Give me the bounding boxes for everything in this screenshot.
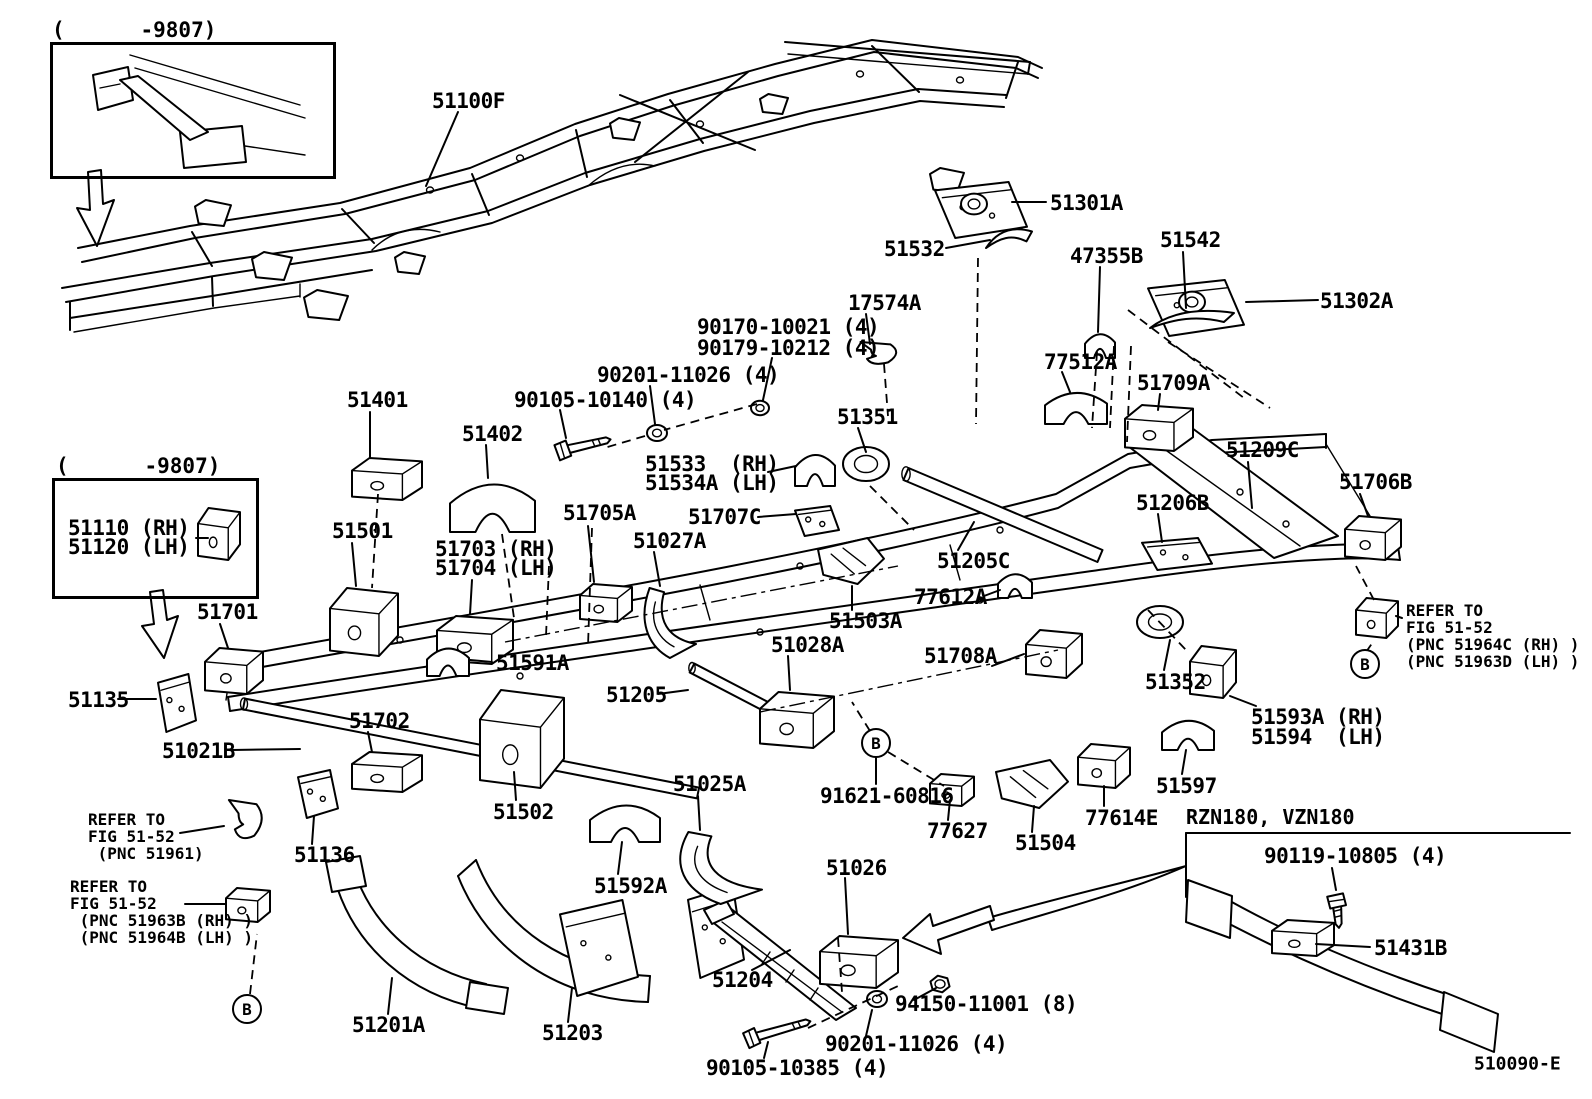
part-label-51110: 51110 (RH) bbox=[68, 516, 190, 540]
model-note: RZN180, VZN180 bbox=[1186, 805, 1355, 829]
part-label-51201A: 51201A bbox=[352, 1013, 425, 1037]
callout-circle-B bbox=[1350, 649, 1380, 679]
part-label-51532: 51532 bbox=[884, 237, 945, 261]
part-label-90105-10385: 90105-10385 (4) bbox=[706, 1056, 889, 1080]
part-label-51100F: 51100F bbox=[432, 89, 505, 113]
callout-letter: B bbox=[1360, 654, 1370, 674]
part-label-17574A: 17574A bbox=[848, 291, 921, 315]
refer-note-line: (PNC 51963D (LH) ) bbox=[1406, 652, 1580, 671]
part-label-51028A: 51028A bbox=[771, 633, 844, 657]
part-label-51534A: 51534A (LH) bbox=[645, 471, 779, 495]
part-label-51591A: 51591A bbox=[496, 651, 569, 675]
part-label-51533: 51533 (RH) bbox=[645, 452, 779, 476]
part-label-94150-11001: 94150-11001 (8) bbox=[895, 992, 1078, 1016]
part-label-77612A: 77612A bbox=[914, 585, 987, 609]
part-label-51503A: 51503A bbox=[829, 609, 902, 633]
part-label-51592A: 51592A bbox=[594, 874, 667, 898]
part-label-90201-11026: 90201-11026 (4) bbox=[597, 363, 780, 387]
inset-caption: ( -9807) bbox=[56, 454, 221, 478]
refer-note-line: REFER TO bbox=[88, 810, 166, 829]
part-label-51301A: 51301A bbox=[1050, 191, 1123, 215]
refer-note-line: FIG 51-52 bbox=[88, 827, 175, 846]
part-label-47355B: 47355B bbox=[1070, 244, 1143, 268]
refer-note-line: (PNC 51961) bbox=[88, 844, 204, 863]
part-label-51593A: 51593A (RH) bbox=[1251, 705, 1385, 729]
part-label-51402: 51402 bbox=[462, 422, 523, 446]
part-label-77614E: 77614E bbox=[1085, 806, 1158, 830]
drawing-code: 510090-E bbox=[1474, 1053, 1561, 1075]
callout-letter: B bbox=[871, 733, 881, 753]
refer-note-line: FIG 51-52 bbox=[70, 894, 157, 913]
part-label-51702: 51702 bbox=[349, 709, 410, 733]
refer-note bbox=[1406, 602, 1579, 670]
part-label-51204: 51204 bbox=[712, 968, 773, 992]
part-label-51026: 51026 bbox=[826, 856, 887, 880]
callout-letter: B bbox=[242, 999, 252, 1019]
part-label-51706B: 51706B bbox=[1339, 470, 1412, 494]
part-label-51705A: 51705A bbox=[563, 501, 636, 525]
part-label-51206B: 51206B bbox=[1136, 491, 1209, 515]
part-label-51205: 51205 bbox=[606, 683, 667, 707]
part-label-90105-10140: 90105-10140 (4) bbox=[514, 388, 697, 412]
part-label-90170-10021: 90170-10021 (4) bbox=[697, 315, 880, 339]
part-label-51431B: 51431B bbox=[1374, 936, 1447, 960]
part-label-90179-10212: 90179-10212 (4) bbox=[697, 336, 880, 360]
part-label-51203: 51203 bbox=[542, 1021, 603, 1045]
refer-note-line: REFER TO bbox=[1406, 601, 1484, 620]
part-label-51594: 51594 (LH) bbox=[1251, 725, 1385, 749]
part-label-90119-10805: 90119-10805 (4) bbox=[1264, 844, 1447, 868]
refer-note-line: (PNC 51963B (RH) ) bbox=[70, 911, 254, 930]
refer-note bbox=[70, 878, 253, 946]
part-label-51597: 51597 bbox=[1156, 774, 1217, 798]
callout-circle-B bbox=[232, 994, 262, 1024]
part-label-51701: 51701 bbox=[197, 600, 258, 624]
refer-note bbox=[88, 811, 204, 862]
part-label-51135: 51135 bbox=[68, 688, 129, 712]
part-label-51703: 51703 (RH) bbox=[435, 537, 557, 561]
part-label-51401: 51401 bbox=[347, 388, 408, 412]
part-label-51120: 51120 (LH) bbox=[68, 535, 190, 559]
part-label-51352: 51352 bbox=[1145, 670, 1206, 694]
part-label-90201-11026: 90201-11026 (4) bbox=[825, 1032, 1008, 1056]
part-label-51502: 51502 bbox=[493, 800, 554, 824]
part-label-91621-60816: 91621-60816 bbox=[820, 784, 954, 808]
part-label-77627: 77627 bbox=[927, 819, 988, 843]
callout-circle-B bbox=[861, 728, 891, 758]
inset-caption: ( -9807) bbox=[52, 18, 217, 42]
inset-box bbox=[50, 42, 336, 179]
refer-note-line: (PNC 51964C (RH) ) bbox=[1406, 635, 1580, 654]
refer-note-line: FIG 51-52 bbox=[1406, 618, 1493, 637]
part-label-77512A: 77512A bbox=[1044, 350, 1117, 374]
refer-note-line: REFER TO bbox=[70, 877, 148, 896]
part-label-51707C: 51707C bbox=[688, 505, 761, 529]
part-label-51542: 51542 bbox=[1160, 228, 1221, 252]
part-label-51504: 51504 bbox=[1015, 831, 1076, 855]
part-label-51025A: 51025A bbox=[673, 772, 746, 796]
part-label-51205C: 51205C bbox=[937, 549, 1010, 573]
part-label-51302A: 51302A bbox=[1320, 289, 1393, 313]
part-label-51501: 51501 bbox=[332, 519, 393, 543]
part-label-51708A: 51708A bbox=[924, 644, 997, 668]
refer-note-line: (PNC 51964B (LH) ) bbox=[70, 928, 254, 947]
part-label-51027A: 51027A bbox=[633, 529, 706, 553]
part-label-51136: 51136 bbox=[294, 843, 355, 867]
part-label-51209C: 51209C bbox=[1226, 438, 1299, 462]
part-label-51351: 51351 bbox=[837, 405, 898, 429]
part-label-51021B: 51021B bbox=[162, 739, 235, 763]
part-label-51709A: 51709A bbox=[1137, 371, 1210, 395]
part-label-51704: 51704 (LH) bbox=[435, 556, 557, 580]
